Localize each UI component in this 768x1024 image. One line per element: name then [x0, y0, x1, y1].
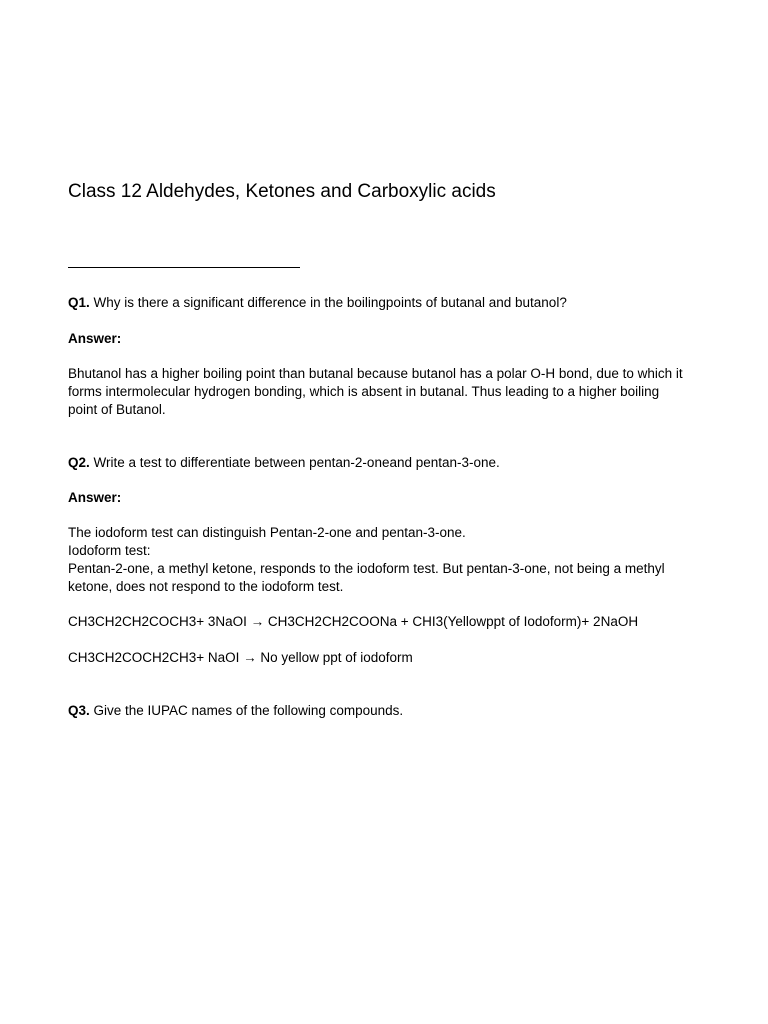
answer-1-line: Bhutanol has a higher boiling point than butanal because butanol has a polar O-H bond, due to which it [68, 366, 683, 381]
answer-1-line: point of Butanol. [68, 402, 166, 417]
answer-2-label: Answer: [68, 490, 122, 505]
answer-2-line: The iodoform test can distinguish Pentan-2-one and pentan-3-one. [68, 525, 466, 540]
reaction-equation-2: CH3CH2COCH2CH3+ NaOI → No yellow ppt of iodoform [68, 650, 413, 665]
question-3-text: Give the IUPAC names of the following compounds. [89, 703, 404, 718]
answer-1-line: forms intermolecular hydrogen bonding, which is absent in butanal. Thus leading to a higher boiling [68, 384, 660, 399]
document-title: Class 12 Aldehydes, Ketones and Carboxylic acids [68, 181, 496, 202]
answer-2-text [68, 524, 708, 596]
question-2-label: Q2. [68, 455, 90, 470]
question-1-text: Why is there a significant difference in the boilingpoints of butanal and butanol? [89, 295, 567, 310]
answer-1-text [68, 365, 708, 419]
question-3-label: Q3. [68, 703, 90, 718]
answer-1-label: Answer: [68, 331, 122, 346]
title-divider [68, 267, 300, 268]
question-1 [68, 294, 567, 312]
answer-2-line: Pentan-2-one, a methyl ketone, responds to the iodoform test. But pentan-3-one, not being a methyl [68, 561, 665, 576]
question-2 [68, 454, 500, 472]
question-2-text: Write a test to differentiate between pentan-2-oneand pentan-3-one. [89, 455, 500, 470]
answer-2-line: Iodoform test: [68, 543, 151, 558]
question-3 [68, 702, 403, 720]
answer-2-line: ketone, does not respond to the iodoform test. [68, 579, 344, 594]
reaction-equation-1: CH3CH2CH2COCH3+ 3NaOI → CH3CH2CH2COONa + CHI3(Yellowppt of Iodoform)+ 2NaOH [68, 614, 639, 629]
question-1-label: Q1. [68, 295, 90, 310]
